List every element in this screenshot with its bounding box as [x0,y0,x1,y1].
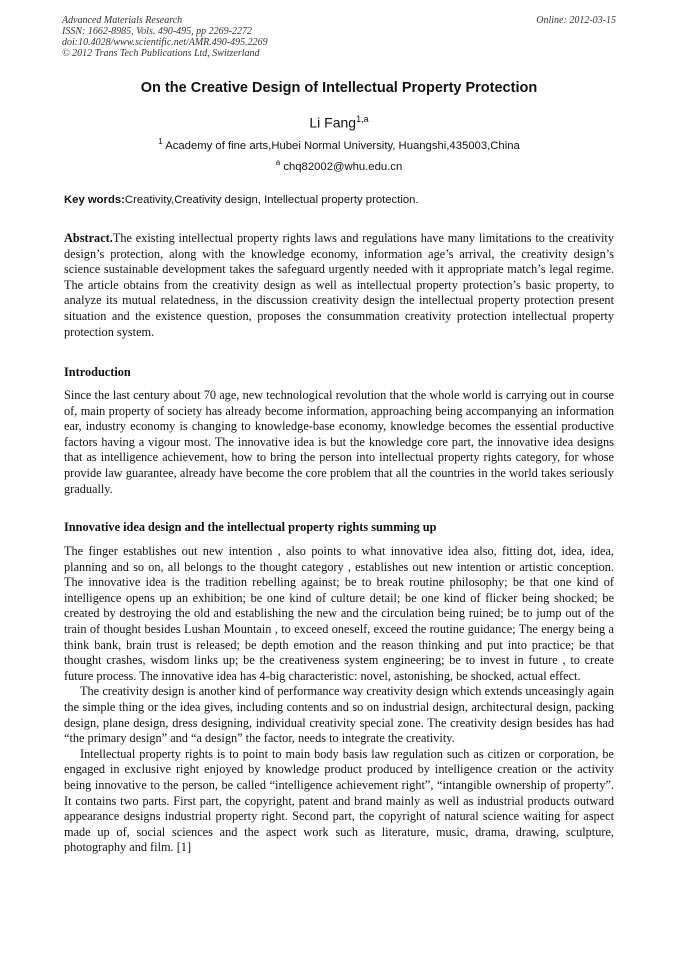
issn-line: ISSN: 1662-8985, Vols. 490-495, pp 2269-2272 [62,26,252,37]
abstract-text: The existing intellectual property rights laws and regulations have many limitations to the creativity design’s protection, along with the knowledge economy, information age’s arrival, the creativity design’s science sustainable development takes the safeguard urgently needed with it appropriate match’s legal regime. The article obtains from the creativity design as well as intellectual property protection’s basic property, to analyze its mutual relatedness, in the discussion creativity design the intellectual property protection present situation and the existence question, proposes the consummation creativity protection intellectual property protection system. [64,231,614,339]
online-date: Online: 2012-03-15 [536,15,616,26]
abstract-paragraph [64,231,614,340]
author-name: Li Fang [309,114,357,131]
journal-name: Advanced Materials Research [62,15,183,26]
innovative-paragraph-1: The finger establishes out new intention , also points to what innovative idea also, fitting dot, idea, idea, planning and so on, all belongs to the thought category , establishes out new intention or artistic conception. The innovative idea is the tradition rebelling against; be to break routine philosophy; be that one kind of intelligence opens up an exhibition; be one kind of culture detail; be one kind of flicker being shocked; be created by destroying the old and establishing the new and the circulation being ruined; be to jump out of the train of thought besides Lushan Mountain , to exceed oneself, exceed the routine guidance; The energy being a think bank, brain trust is released; be depth emotion and the reason thinking and put into practice; be that thought crashes, wisdom links up; be the creativeness system engineering; be to invest in future , to create future process. The innovative idea has 4-big characteristic: novel, astonishing, be shocked, actual effect. [64,544,614,683]
innovative-paragraph-3: Intellectual property rights is to point to main body basis law regulation such as citizen or corporation, be engaged in exclusive right enjoyed by knowledge product produced by intelligence creation or the activity being innovative to the person, be called “intelligence achievement right”, “intangible ownership of property”. It contains two parts. First part, the copyright, patent and brand mainly as well as industrial products outward appearance designs industrial property right. Second part, the copyright of natural science waiting for aspect made up of, social sciences and the aspect work such as literature, music, drama, drawing, sculpture, photography and film. [1] [64,746,614,855]
abstract-label: Abstract. [64,231,113,245]
innovative-section-block [64,544,614,856]
introduction-paragraph: Since the last century about 70 age, new technological revolution that the whole world is carrying out in course of, main property of society has already become information, approaching being accompanying an information ear, industry economy is changing to knowledge-base economy, knowledge becomes the essential productive factors having a vigour most. The innovative idea is but the knowledge core part, the innovative idea designs that as intelligence achievement, how to bring the person into intellectual property rights category, for whose provide law guarantee, already have become the core problem that all the countries in the world takes seriously gradually. [64,388,614,496]
author-marks: 1,a [356,114,369,124]
journal-header [62,15,616,59]
affiliation-text: Academy of fine arts,Hubei Normal University, Huangshi,435003,China [165,139,520,152]
keywords-line [64,194,616,206]
abstract-block [64,231,614,340]
introduction-heading: Introduction [64,365,131,379]
affiliation-mark: 1 [158,137,163,146]
keywords-label: Key words: [64,194,125,206]
introduction-block [64,388,614,497]
email-line [62,158,616,173]
email-mark: a [275,158,281,167]
innovative-section-heading: Innovative idea design and the intellectual property rights summing up [64,520,437,534]
keywords-text: Creativity,Creativity design, Intellectual property protection. [124,194,419,206]
doi-line: doi:10.4028/www.scientific.net/AMR.490-495.2269 [62,37,268,48]
copyright-line: © 2012 Trans Tech Publications Ltd, Switzerland [62,48,260,59]
innovative-paragraph-2: The creativity design is another kind of performance way creativity design which extends unceasingly again the simple thing or the idea gives, including contents and so on industrial design, architectural design, packing design, plane design, dress designing, individual creativity special zone. The creativity design besides has had “the primary design” and “a design” the factor, needs to integrate the creativity. [64,684,614,746]
affiliation-line [62,137,616,152]
paper-title: On the Creative Design of Intellectual Property Protection [140,80,538,96]
author-line [62,114,616,131]
email-text[interactable]: chq82002@whu.edu.cn [283,160,403,173]
